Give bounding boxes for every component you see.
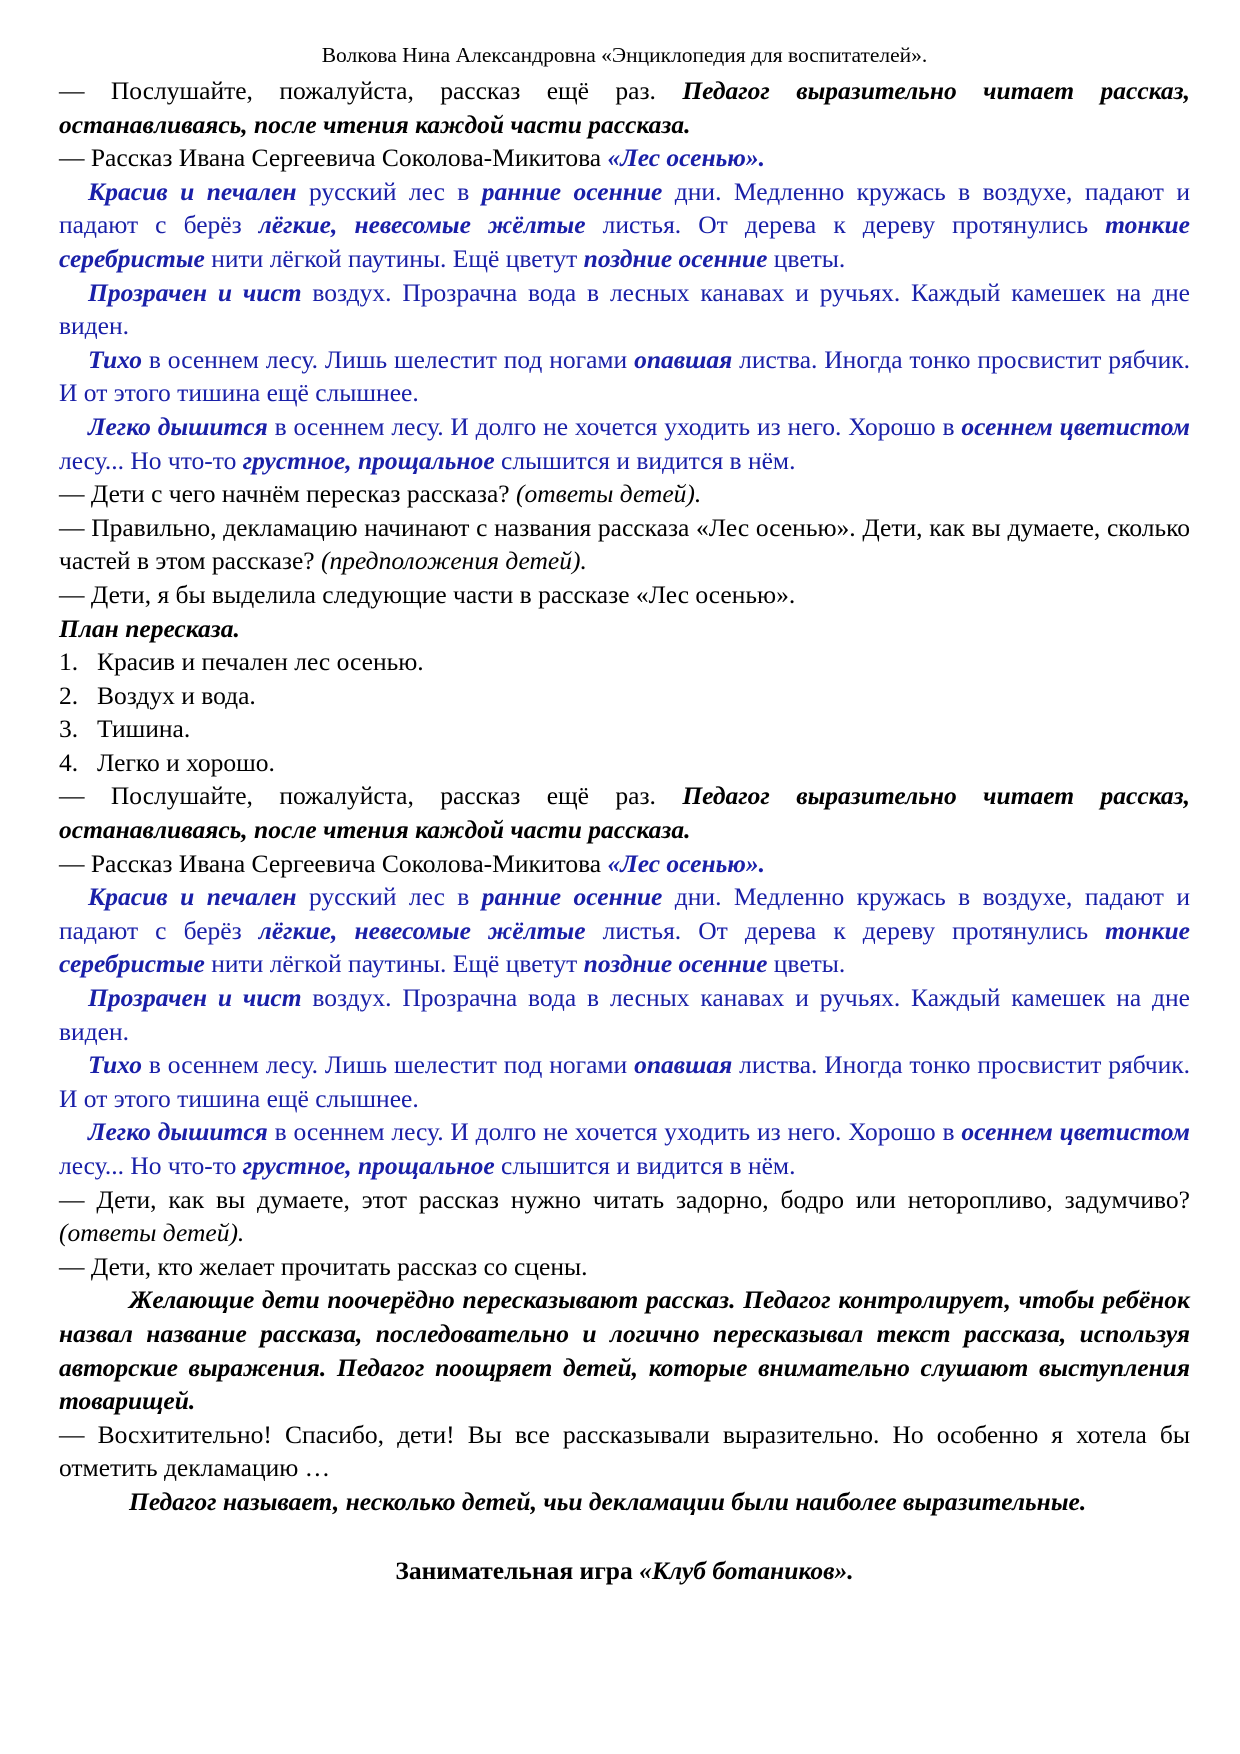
story-text: цветы. <box>767 243 846 273</box>
emphasized-phrase: лёгкие, невесомые жёлтые <box>258 915 586 945</box>
plan-title: План пересказа. <box>59 613 240 643</box>
plan-item: 1. Красив и печален лес осенью. <box>59 647 424 677</box>
emphasized-phrase: Тихо <box>88 344 143 374</box>
question-3: — Дети, я бы выделила следующие части в рассказе «Лес осенью». <box>59 579 796 609</box>
emphasized-phrase: Тихо <box>88 1050 143 1080</box>
plan-list <box>59 645 1190 779</box>
story-author: — Рассказ Ивана Сергеевича Соколова-Микитова <box>59 143 602 173</box>
story-paragraph <box>59 276 1190 343</box>
story-text: листья. От дерева к дереву протянулись <box>585 915 1106 945</box>
stage-direction-2: Желающие дети поочерёдно пересказывают рассказ. Педагог контролирует, чтобы ребёнок назвал название рассказа, последовательно и логично пересказывал текст рассказа, используя авторские выражения. Педагог поощряет детей, которые внимательно слушают выступления товарищей. <box>59 1285 1190 1416</box>
story-text: листва. Иногда тонко просвистит рябчик. И от этого тишина ещё слышнее. <box>59 344 1190 408</box>
emphasized-phrase: ранние осенние <box>481 882 663 912</box>
note: (ответы детей). <box>59 1218 245 1248</box>
story-text: нити лёгкой паутины. Ещё цветут <box>204 949 584 979</box>
emphasized-phrase: Прозрачен и чист <box>88 983 302 1013</box>
story-text: дни. Медленно кружась в воздухе, падают и падают с берёз <box>59 176 1191 240</box>
story-paragraph <box>59 981 1190 1048</box>
document-page <box>59 36 1190 1587</box>
story-author-line <box>59 141 1190 175</box>
story-text: слышится и видится в нём. <box>494 445 796 475</box>
next-section-title: Занимательная игра «Клуб ботаников». <box>395 1555 854 1585</box>
emphasized-phrase: ранние осенние <box>481 176 663 206</box>
emphasized-phrase: поздние осенние <box>583 243 768 273</box>
story-paragraph <box>59 880 1190 981</box>
emphasized-phrase: Красив и печален <box>88 176 297 206</box>
page-header: Волкова Нина Александровна «Энциклопедия для воспитателей». <box>321 43 928 67</box>
story-text: дни. Медленно кружась в воздухе, падают и падают с берёз <box>59 882 1191 945</box>
story-title: «Лес осенью». <box>607 143 766 173</box>
intro-dash: — Послушайте, пожалуйста, рассказ ещё раз. <box>59 76 656 105</box>
question-1: — Дети с чего начнём пересказ рассказа? (ответы детей). <box>59 479 702 509</box>
emphasized-phrase: Легко дышится <box>88 411 268 441</box>
intro-line <box>59 74 1190 141</box>
stage-direction: Педагог выразительно читает рассказ, останавливаясь, после чтения каждой части рассказа. <box>59 76 1191 139</box>
story-text: воздух. Прозрачна вода в лесных канавах и ручьях. Каждый камешек на дне виден. <box>59 277 1190 341</box>
story-text: в осеннем лесу. И долго не хочется уходить из него. Хорошо в <box>267 411 962 441</box>
story-text: слышится и видится в нём. <box>494 1151 796 1180</box>
story-paragraph <box>59 410 1190 477</box>
story-paragraph <box>59 1115 1190 1182</box>
story-text: воздух. Прозрачна вода в лесных канавах и ручьях. Каждый камешек на дне виден. <box>59 983 1190 1046</box>
story-paragraph <box>59 343 1190 410</box>
question-5: — Дети, кто желает прочитать рассказ со сцены. <box>59 1251 588 1281</box>
story-title: «Лес осенью». <box>607 848 766 878</box>
story-text: русский лес в <box>296 882 482 912</box>
stage-direction: Педагог выразительно читает рассказ, останавливаясь, после чтения каждой части рассказа. <box>59 781 1191 845</box>
emphasized-phrase: тонкие серебристые <box>59 210 1190 273</box>
note: (предположения детей). <box>321 546 587 576</box>
stage-direction-3: Педагог называет, несколько детей, чьи декламации были наиболее выразительные. <box>129 1486 1087 1516</box>
story-paragraph <box>59 1048 1190 1115</box>
story-author-line: — Рассказ Ивана Сергеевича Соколова-Микитова «Лес осенью». <box>59 848 766 878</box>
note: (ответы детей). <box>515 479 702 509</box>
story-text-2 <box>59 880 1190 1182</box>
story-text-1 <box>59 175 1190 477</box>
plan-item: 3. Тишина. <box>59 714 191 744</box>
intro-line: — Послушайте, пожалуйста, рассказ ещё раз. Педагог выразительно читает рассказ, останавливаясь, после чтения каждой части рассказа. <box>59 781 1191 845</box>
question-4: — Дети, как вы думаете, этот рассказ нужно читать задорно, бодро или неторопливо, задумчиво? (ответы детей). <box>59 1184 1190 1248</box>
emphasized-phrase: осеннем цветистом <box>961 1117 1190 1147</box>
emphasized-phrase: грустное, прощальное <box>242 445 495 475</box>
emphasized-phrase: осеннем цветистом <box>961 411 1190 441</box>
emphasized-phrase: грустное, прощальное <box>242 1151 495 1180</box>
story-text: листва. Иногда тонко просвистит рябчик. И от этого тишина ещё слышнее. <box>59 1050 1190 1113</box>
story-text: цветы. <box>767 949 846 979</box>
story-text: листья. От дерева к дереву протянулись <box>585 210 1106 240</box>
emphasized-phrase: тонкие серебристые <box>59 915 1190 979</box>
story-text: в осеннем лесу. Лишь шелестит под ногами <box>142 344 635 374</box>
emphasized-phrase: опавшая <box>634 1050 733 1080</box>
story-text: нити лёгкой паутины. Ещё цветут <box>204 243 584 273</box>
story-paragraph <box>59 175 1190 276</box>
emphasized-phrase: поздние осенние <box>583 949 768 979</box>
emphasized-phrase: опавшая <box>634 344 733 374</box>
emphasized-phrase: лёгкие, невесомые жёлтые <box>258 210 586 240</box>
story-text: лесу... Но что-то <box>59 445 243 475</box>
story-text: русский лес в <box>296 176 482 206</box>
story-text: в осеннем лесу. Лишь шелестит под ногами <box>142 1050 635 1080</box>
story-text: лесу... Но что-то <box>59 1151 243 1180</box>
emphasized-phrase: Красив и печален <box>88 882 297 912</box>
emphasized-phrase: Прозрачен и чист <box>88 277 302 307</box>
emphasized-phrase: Легко дышится <box>88 1117 268 1147</box>
praise-line: — Восхитительно! Спасибо, дети! Вы все рассказывали выразительно. Но особенно я хотела бы отметить декламацию … <box>59 1419 1190 1483</box>
question-2: — Правильно, декламацию начинают с названия рассказа «Лес осенью». Дети, как вы думаете, сколько частей в этом рассказе? (предположения детей). <box>59 512 1190 576</box>
plan-item: 4. Легко и хорошо. <box>59 747 275 777</box>
plan-item: 2. Воздух и вода. <box>59 680 256 710</box>
story-text: в осеннем лесу. И долго не хочется уходить из него. Хорошо в <box>267 1117 962 1147</box>
